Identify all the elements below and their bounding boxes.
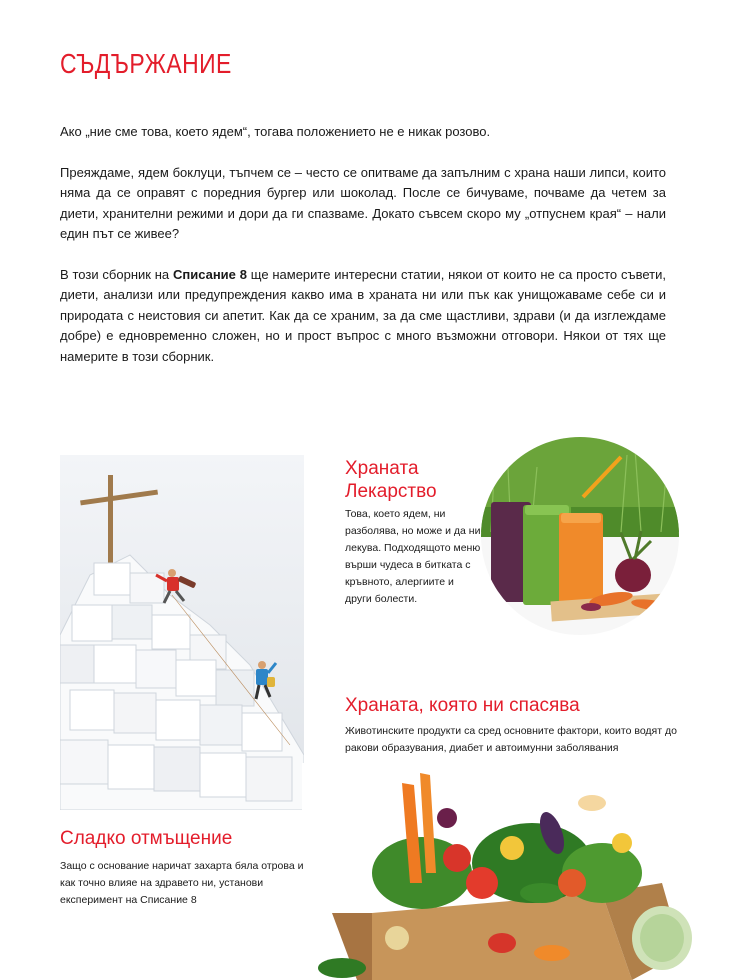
section-text-medicine: Това, което ядем, ни разболява, но може и да ни лекува. Подходящото меню върши чудеса в битката с кръвното, алергиите и други болести. xyxy=(345,508,481,605)
section-title-sweet-revenge: Сладко отмъщение xyxy=(60,828,233,849)
section-title-saving-food: Храната, която ни спасява xyxy=(345,695,580,716)
page-title: СЪДЪРЖАНИЕ xyxy=(60,48,232,79)
sugar-mountain-photo xyxy=(60,455,304,810)
intro-paragraph-1: Ако „ние сме това, което ядем“, тогава положението не е никак розово. xyxy=(60,124,491,139)
vegetables-photo xyxy=(302,763,697,980)
intro-p3-start: В този сборник на xyxy=(60,266,173,282)
section-title-medicine xyxy=(345,457,485,503)
section-text-sweet-revenge: Защо с основание наричат захарта бяла отрова и как точно влияе на здравето ни, установи експеримент на Списание 8 xyxy=(60,860,304,906)
section-title-medicine-line2: Лекарство xyxy=(345,481,437,502)
magazine-name: Списание 8 xyxy=(172,266,247,282)
juice-photo xyxy=(481,437,679,635)
section-title-medicine-line1: Храната xyxy=(345,458,419,479)
intro-text xyxy=(60,122,666,367)
intro-paragraph-3 xyxy=(60,265,666,368)
intro-p3-end: ще намерите интересни статии, някои от които не са просто съвети, диети, анализи или предупреждения какво има в храната ни или пък как унищожаваме себе си и природата с неистовия си апетит. Как да се храним, за да сме щастливи, здрави (и да изглеждаме добре) е едновременно сложен, но и прост въпрос с много възможни отговори. Някои от тях ще намерите в този сборник. xyxy=(60,266,666,364)
intro-paragraph-2: Преяждаме, ядем боклуци, тъпчем се – често се опитваме да запълним с храна наши липси, които няма да се оправят с поредния бургер или шоколад. После се бичуваме, почваме да четем за диети, хранителни режими и дори да ги спазваме. Докато съвсем скоро му „отпуснем края“ – нали един път се живее? xyxy=(60,164,666,241)
section-text-saving-food: Животинските продукти са сред основните фактори, които водят до ракови образувания, диабет и автоимунни заболявания xyxy=(345,725,677,754)
